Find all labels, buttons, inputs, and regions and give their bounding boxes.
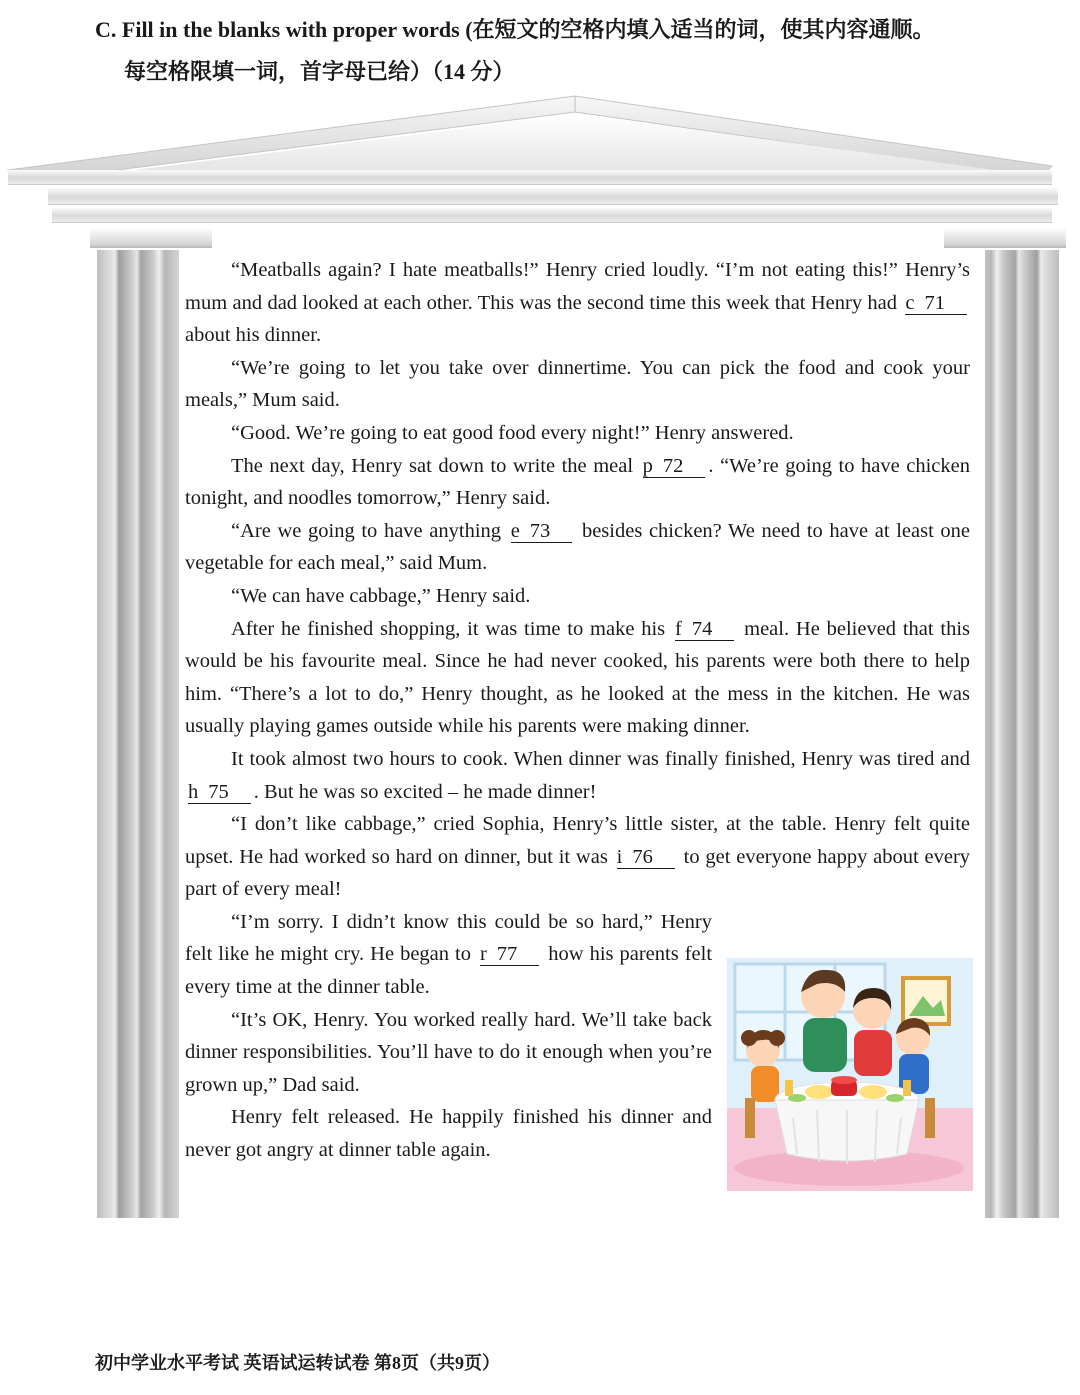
section-instruction-line2: 每空格限填一词，首字母已给）（14 分） [124, 59, 515, 84]
passage-text: . But he was so excited – he made dinner! [253, 780, 597, 803]
paragraph [185, 1004, 712, 1102]
passage-text: “Good. We’re going to eat good food every night!” Henry answered. [231, 421, 794, 444]
blank-initial-letter: e [510, 519, 520, 542]
answer-blank-74[interactable] [675, 618, 734, 641]
passage-text: to get everyone happy about every part of every meal! [185, 845, 971, 901]
right-column [985, 250, 1059, 1218]
passage-text: After he finished shopping, it was time to make his [231, 617, 666, 640]
passage-text: It took almost two hours to cook. When dinner was finally finished, Henry was tired and [231, 747, 970, 770]
page-footer: 初中学业水平考试 英语试运转试卷 第8页（共9页） [95, 1353, 500, 1373]
paragraph [185, 580, 970, 613]
passage-text: how his parents felt every time at the dinner table. [185, 943, 713, 999]
left-column [97, 250, 179, 1218]
paragraph [185, 808, 970, 906]
blank-number: 75 [208, 780, 229, 803]
entablature-beam-middle [48, 188, 1058, 204]
section-instruction-line1: C. Fill in the blanks with proper words (在短文的空格内填入适当的词，使其内容通顺。 [95, 17, 935, 42]
passage-text: “Are we going to have anything [231, 519, 502, 542]
paragraph [185, 450, 970, 515]
paragraph [185, 352, 970, 417]
right-column-capital [944, 228, 1066, 248]
family-dinner-illustration [727, 958, 973, 1191]
blank-initial-letter: r [479, 943, 487, 966]
blank-number: 73 [529, 519, 551, 542]
passage-text: “We’re going to let you take over dinnertime. You can pick the food and cook your meals,” Mum said. [185, 356, 970, 412]
answer-blank-77[interactable] [480, 943, 539, 966]
passage-text: Henry felt released. He happily finished his dinner and never got angry at dinner table again. [185, 1106, 712, 1162]
entablature-beam-top [8, 170, 1052, 184]
answer-blank-72[interactable] [643, 455, 706, 478]
blank-initial-letter: p [642, 454, 653, 477]
blank-number: 71 [924, 291, 945, 314]
entablature-beam-bottom [52, 208, 1052, 222]
blank-number: 74 [691, 617, 713, 640]
blank-number: 72 [662, 454, 684, 477]
left-column-capital [90, 228, 212, 248]
paragraph [185, 743, 970, 808]
blank-number: 77 [496, 943, 518, 966]
paragraph [185, 515, 970, 580]
passage-text: The next day, Henry sat down to write the meal [231, 454, 634, 477]
answer-blank-76[interactable] [617, 846, 675, 869]
passage-text: “I don’t like cabbage,” cried Sophia, Henry’s little sister, at the table. Henry felt quite upset. He had worked so hard on dinner, but it was [185, 813, 970, 868]
paragraph [185, 613, 970, 743]
blank-number: 76 [632, 845, 653, 868]
passage-text: “Meatballs again? I hate meatballs!” Henry cried loudly. “I’m not eating this!” Henry’s mum and dad looked at each other. This was the second time this week that Henry had [185, 259, 970, 314]
passage-text: meal. He believed that this would be his favourite meal. Since he had never cooked, his parents were both there to help him. “There’s a lot to do,” Henry thought, as he looked at the mess in the kitchen. He was usually playing games outside while his parents were making dinner. [185, 617, 971, 738]
passage-text: . “We’re going to have chicken tonight, and noodles tomorrow,” Henry said. [185, 454, 970, 510]
blank-initial-letter: h [188, 780, 199, 803]
paragraph [185, 1101, 712, 1166]
answer-blank-75[interactable] [188, 781, 251, 804]
answer-blank-73[interactable] [511, 520, 573, 543]
blank-initial-letter: i [616, 845, 623, 868]
paragraph [185, 254, 970, 352]
blank-initial-letter: c [905, 291, 915, 314]
paragraph [185, 417, 970, 450]
passage-text: besides chicken? We need to have at least one vegetable for each meal,” said Mum. [185, 519, 971, 575]
passage-text: “We can have cabbage,” Henry said. [231, 584, 531, 607]
answer-blank-71[interactable] [905, 292, 967, 315]
blank-initial-letter: f [674, 617, 682, 640]
paragraph [185, 906, 712, 1004]
passage-text: “It’s OK, Henry. You worked really hard. We’ll take back dinner responsibilities. You’ll have to do it enough when you’re grown up,” Dad said. [185, 1008, 712, 1096]
passage-text: about his dinner. [185, 324, 322, 347]
passage-text: “I’m sorry. I didn’t know this could be so hard,” Henry felt like he might cry. He began to [185, 910, 712, 966]
